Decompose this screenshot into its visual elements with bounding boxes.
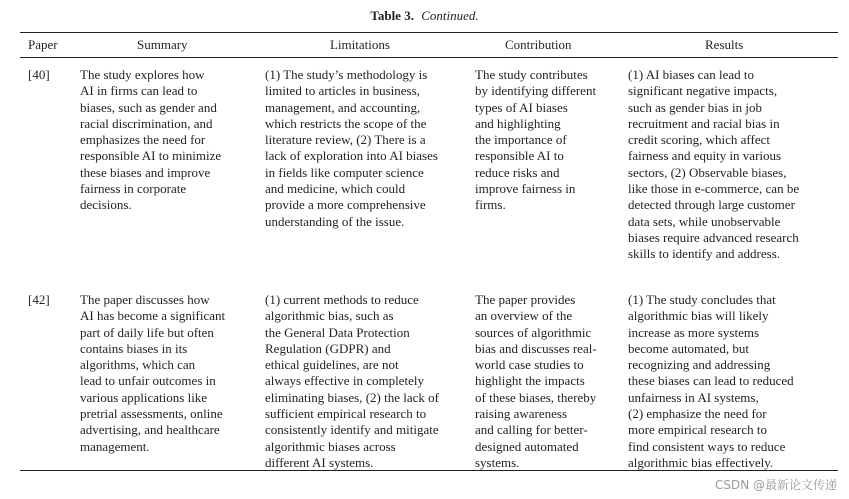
header-results: Results	[705, 37, 744, 52]
table-bottom-rule	[20, 470, 838, 471]
header-contribution: Contribution	[505, 37, 572, 52]
watermark: CSDN @最新论文传递	[714, 478, 837, 492]
table-caption-label: Table 3.	[370, 8, 414, 23]
table-caption-continued: Continued.	[421, 8, 479, 23]
row-1-summary: The study explores how AI in firms can lead to biases, such as gender and racial discrimination, and emphasizes the need for responsible AI to minimize these biases and improve fairness in corporate decisions.	[80, 67, 222, 213]
row-2-contribution: The paper provides an overview of the sources of algorithmic bias and discusses real- world case studies to highlight the impacts of these biases, thereby raising awareness and calling for better- designed automated systems.	[475, 292, 597, 470]
row-1-limitations: (1) The study’s methodology is limited to articles in business, management, and accounting, which restricts the scope of the literature review, (2) There is a lack of exploration into AI biases in fields like computer science and medicine, which could provide a more comprehensive understanding of the issue.	[265, 67, 438, 229]
row-2-summary: The paper discusses how AI has become a significant part of daily life but often contains biases in its algorithms, which can lead to unfair outcomes in various applications like pretrial assessments, online advertising, and healthcare management.	[80, 292, 226, 454]
row-2-limitations: (1) current methods to reduce algorithmic bias, such as the General Data Protection Regulation (GDPR) and ethical guidelines, are not always effective in completely eliminating biases, (2) the lack of sufficient empirical research to consistently identify and mitigate algorithmic biases across different AI systems.	[265, 292, 440, 470]
table-header-rule	[20, 57, 838, 58]
table-top-rule	[20, 32, 838, 33]
row-1-paper: [40]	[28, 67, 50, 82]
header-paper: Paper	[28, 37, 58, 52]
table-caption	[0, 8, 849, 24]
row-2-results: (1) The study concludes that algorithmic bias will likely increase as more systems become automated, but recognizing and addressing these biases can lead to reduced unfairness in AI systems, (2) emphasize the need for more empirical research to find consistent ways to reduce algorithmic bias effectively.	[628, 292, 794, 470]
row-1-contribution: The study contributes by identifying different types of AI biases and highlighting the importance of responsible AI to reduce risks and improve fairness in firms.	[475, 67, 597, 213]
row-1-results: (1) AI biases can lead to significant negative impacts, such as gender bias in job recruitment and racial bias in credit scoring, which affect fairness and equity in various sectors, (2) Observable biases, like those in e-commerce, can be detected through large customer data sets, while unobservable biases require advanced research skills to identify and address.	[628, 67, 800, 262]
header-limitations: Limitations	[330, 37, 390, 52]
header-summary: Summary	[137, 37, 188, 52]
row-2-paper: [42]	[28, 292, 50, 307]
